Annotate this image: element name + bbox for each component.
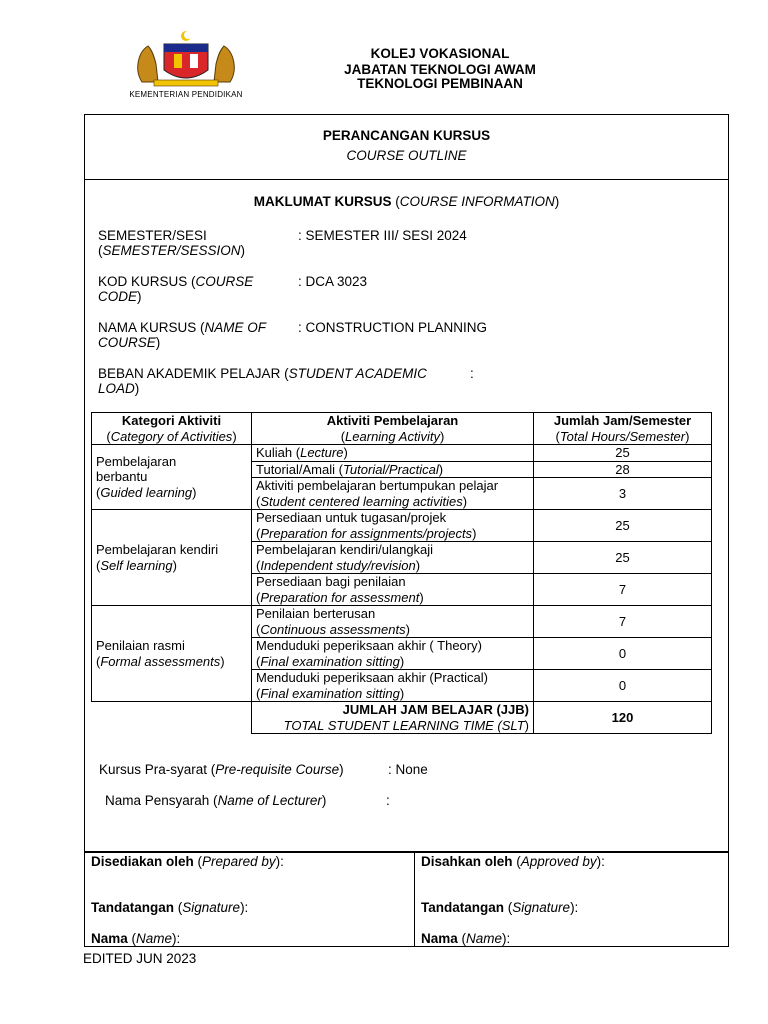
table-header-row <box>92 413 712 445</box>
hours-cell: 25 <box>534 542 712 574</box>
course-code-label: KOD KURSUS (COURSE CODE) <box>98 274 254 304</box>
hours-cell: 3 <box>534 478 712 510</box>
lecturer-value: : <box>386 793 390 808</box>
total-label: JUMLAH JAM BELAJAR (JJB) TOTAL STUDENT LEARNING TIME (SLT) <box>252 702 534 734</box>
table-row <box>92 445 712 462</box>
lecturer-label: Nama Pensyarah (Name of Lecturer) <box>105 793 327 808</box>
hours-cell: 25 <box>534 445 712 462</box>
activity-cell: Tutorial/Amali (Tutorial/Practical) <box>252 461 534 478</box>
prerequisite-value: : None <box>388 762 428 777</box>
prepared-signature-label: Tandatangan (Signature): <box>91 900 249 915</box>
ministry-name: KEMENTERIAN PENDIDIKAN <box>129 90 243 99</box>
approved-signature-label: Tandatangan (Signature): <box>421 900 579 915</box>
table-row <box>92 606 712 638</box>
document-title: PERANCANGAN KURSUS <box>322 128 491 143</box>
header-hours: Jumlah Jam/Semester (Total Hours/Semester) <box>534 413 712 445</box>
learning-activity-table <box>91 412 712 734</box>
category-formal: Penilaian rasmi (Formal assessments) <box>92 606 252 702</box>
course-info-heading: MAKLUMAT KURSUS (COURSE INFORMATION) <box>253 194 560 209</box>
activity-cell: Persediaan untuk tugasan/projek (Preparation for assignments/projects) <box>252 510 534 542</box>
header-activity: Aktiviti Pembelajaran (Learning Activity) <box>252 413 534 445</box>
hours-cell: 0 <box>534 638 712 670</box>
prepared-by-label: Disediakan oleh (Prepared by): <box>91 854 284 869</box>
course-code-value: : DCA 3023 <box>298 274 368 289</box>
hours-cell: 7 <box>534 606 712 638</box>
table-row <box>92 510 712 542</box>
hours-cell: 25 <box>534 510 712 542</box>
activity-cell: Kuliah (Lecture) <box>252 445 534 462</box>
total-row <box>92 702 712 734</box>
category-self: Pembelajaran kendiri (Self learning) <box>92 510 252 606</box>
academic-load-value: : <box>470 366 474 381</box>
activity-cell: Pembelajaran kendiri/ulangkaji (Independent study/revision) <box>252 542 534 574</box>
activity-cell: Persediaan bagi penilaian (Preparation for assessment) <box>252 574 534 606</box>
approved-name-label: Nama (Name): <box>421 931 511 946</box>
header-category: Kategori Aktiviti (Category of Activities) <box>92 413 252 445</box>
hours-cell: 7 <box>534 574 712 606</box>
total-hours: 120 <box>534 702 712 734</box>
course-name-value: : CONSTRUCTION PLANNING <box>298 320 488 335</box>
activity-cell: Menduduki peperiksaan akhir ( Theory) (Final examination sitting) <box>252 638 534 670</box>
approved-by-label: Disahkan oleh (Approved by): <box>421 854 605 869</box>
hours-cell: 0 <box>534 670 712 702</box>
activity-cell: Penilaian berterusan (Continuous assessments) <box>252 606 534 638</box>
semester-label: SEMESTER/SESI (SEMESTER/SESSION) <box>98 228 246 258</box>
program-name: TEKNOLOGI PEMBINAAN <box>357 76 523 91</box>
prepared-name-label: Nama (Name): <box>91 931 181 946</box>
document-subtitle: COURSE OUTLINE <box>346 148 467 163</box>
course-name-label: NAMA KURSUS (NAME OF COURSE) <box>98 320 267 350</box>
college-name: KOLEJ VOKASIONAL <box>370 46 510 61</box>
hours-cell: 28 <box>534 461 712 478</box>
footer-edition: EDITED JUN 2023 <box>83 951 197 966</box>
academic-load-label: BEBAN AKADEMIK PELAJAR (STUDENT ACADEMIC LOAD) <box>98 366 427 396</box>
department-name: JABATAN TEKNOLOGI AWAM <box>344 62 536 77</box>
signature-divider <box>414 852 415 947</box>
title-divider <box>84 179 729 180</box>
category-guided: Pembelajaran berbantu (Guided learning) <box>92 445 252 510</box>
activity-cell: Aktiviti pembelajaran bertumpukan pelajar (Student centered learning activities) <box>252 478 534 510</box>
semester-value: : SEMESTER III/ SESI 2024 <box>298 228 467 243</box>
activity-cell: Menduduki peperiksaan akhir (Practical) (Final examination sitting) <box>252 670 534 702</box>
prerequisite-label: Kursus Pra-syarat (Pre-requisite Course) <box>99 762 344 777</box>
